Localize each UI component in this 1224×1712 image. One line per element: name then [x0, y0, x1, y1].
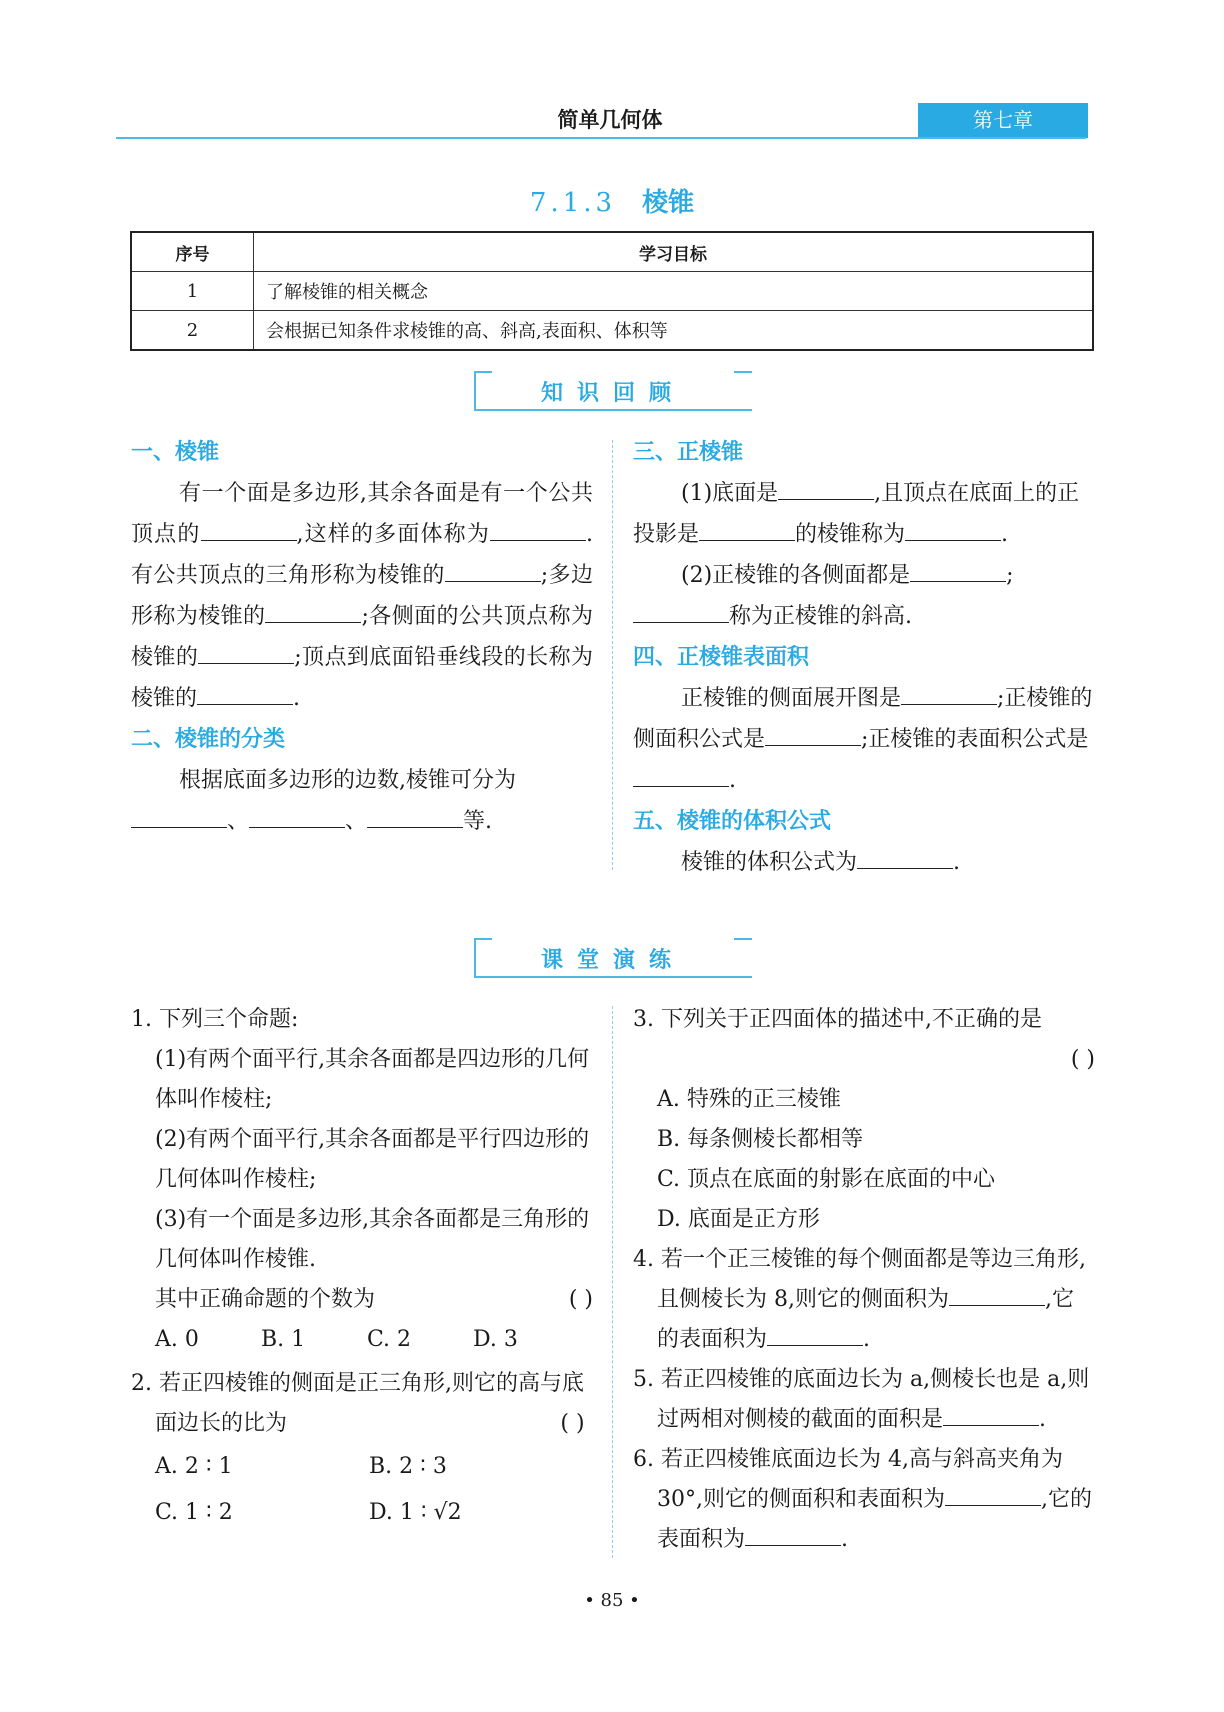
- surface-area-text: 正棱锥的侧面展开图是 ;正棱锥的侧面积公式是 ;正棱锥的表面积公式是.: [633, 686, 1093, 793]
- section-name: 棱锥: [642, 188, 695, 218]
- heading-pyramid: 一、棱锥: [131, 440, 220, 465]
- option-d[interactable]: D. 3: [473, 1327, 518, 1352]
- answer-blank[interactable]: [367, 826, 463, 828]
- table-header-row: [131, 232, 1093, 272]
- answer-blank[interactable]: [633, 621, 729, 623]
- answer-paren[interactable]: ( ): [1070, 1047, 1095, 1072]
- knowledge-review-banner: [474, 371, 752, 411]
- answer-blank[interactable]: [778, 498, 874, 500]
- option-c[interactable]: C. 2: [367, 1327, 412, 1352]
- learning-goals-table: [130, 231, 1094, 351]
- answer-blank[interactable]: [490, 539, 586, 541]
- question-2-options-row-1: [131, 1444, 593, 1490]
- question-1-proposition-3: (3)有一个面是多边形,其余各面都是三角形的几何体叫作棱锥.: [155, 1207, 590, 1272]
- question-1-stem: 1. 下列三个命题:: [131, 1007, 299, 1032]
- table-header-no: 序号: [131, 232, 254, 272]
- table-row: [131, 272, 1093, 311]
- option-c[interactable]: C. 1 ∶ 2: [155, 1500, 233, 1525]
- answer-blank[interactable]: [949, 1304, 1045, 1306]
- chapter-badge: 第七章: [918, 103, 1088, 138]
- table-cell-no: 2: [131, 311, 254, 351]
- answer-blank[interactable]: [901, 703, 997, 705]
- column-divider: [612, 440, 613, 870]
- pyramid-definition: 有一个面是多边形,其余各面是有一个公共顶点的 ,这样的多面体称为 .有公共顶点的三角形称为棱锥的 ;多边形称为棱锥的 ;各侧面的公共顶点称为棱锥的 ;顶点到底面铅垂线段的长称为棱锥的 .: [131, 481, 593, 711]
- answer-blank[interactable]: [910, 580, 1006, 582]
- option-a[interactable]: A. 特殊的正三棱锥: [657, 1087, 841, 1112]
- table-cell-goal: 会根据已知条件求棱锥的高、斜高,表面积、体积等: [254, 311, 1094, 351]
- section-title: [0, 182, 1224, 219]
- classification-text: 根据底面多边形的边数,棱锥可分为、 、 等.: [131, 760, 593, 842]
- option-d[interactable]: D. 1 ∶ √2: [369, 1500, 462, 1525]
- answer-blank[interactable]: [265, 621, 361, 623]
- answer-blank[interactable]: [198, 662, 294, 664]
- heading-regular-pyramid: 三、正棱锥: [633, 440, 744, 465]
- option-c[interactable]: C. 顶点在底面的射影在底面的中心: [657, 1167, 996, 1192]
- option-a[interactable]: A. 2 ∶ 1: [155, 1454, 233, 1479]
- question-2-stem: 2. 若正四棱锥的侧面是正三角形,则它的高与底面边长的比为 ( ): [131, 1364, 593, 1444]
- heading-classification: 二、棱锥的分类: [131, 727, 286, 752]
- answer-blank[interactable]: [945, 1504, 1041, 1506]
- knowledge-review-label: 知识回顾: [540, 381, 685, 406]
- answer-paren[interactable]: ( ): [568, 1287, 593, 1312]
- answer-blank[interactable]: [633, 785, 729, 787]
- answer-blank[interactable]: [857, 867, 953, 869]
- answer-blank[interactable]: [201, 539, 297, 541]
- practice-left-column: [131, 1000, 593, 1536]
- table-cell-no: 1: [131, 272, 254, 311]
- question-6: 6. 若正四棱锥底面边长为 4,高与斜高夹角为 30°,则它的侧面积和表面积为 ,它的表面积为 .: [633, 1447, 1092, 1552]
- question-1-options: [131, 1320, 593, 1360]
- option-b[interactable]: B. 每条侧棱长都相等: [657, 1127, 864, 1152]
- answer-blank[interactable]: [943, 1424, 1039, 1426]
- practice-right-column: [633, 1000, 1095, 1560]
- option-b[interactable]: B. 2 ∶ 3: [369, 1454, 447, 1479]
- page-number: • 85 •: [584, 1590, 640, 1611]
- answer-blank[interactable]: [699, 539, 795, 541]
- table-cell-goal: 了解棱锥的相关概念: [254, 272, 1094, 311]
- knowledge-right-column: [633, 432, 1095, 883]
- table-row: [131, 311, 1093, 351]
- knowledge-left-column: [131, 432, 593, 842]
- question-1-ask: 其中正确命题的个数为 ( ): [131, 1280, 593, 1320]
- class-practice-banner: [474, 938, 752, 978]
- option-b[interactable]: B. 1: [261, 1327, 306, 1352]
- answer-blank[interactable]: [767, 1344, 863, 1346]
- answer-blank[interactable]: [765, 744, 861, 746]
- question-3-stem: 3. 下列关于正四面体的描述中,不正确的是: [633, 1007, 1042, 1032]
- question-5: 5. 若正四棱锥的底面边长为 a,侧棱长也是 a,则过两相对侧棱的截面的面积是 .: [633, 1367, 1090, 1432]
- column-divider: [612, 1006, 613, 1558]
- regular-pyramid-text-2: (2)正棱锥的各侧面都是 ;称为正棱锥的斜高.: [633, 555, 1095, 637]
- question-3-paren-row: [633, 1040, 1095, 1080]
- answer-blank[interactable]: [131, 826, 227, 828]
- answer-blank[interactable]: [905, 539, 1001, 541]
- question-1-proposition-1: (1)有两个面平行,其余各面都是四边形的几何体叫作棱柱;: [155, 1047, 590, 1112]
- regular-pyramid-text-1: (1)底面是 ,且顶点在底面上的正投影是 的棱锥称为 .: [633, 481, 1080, 547]
- running-header-title: 简单几何体: [557, 108, 663, 132]
- answer-blank[interactable]: [197, 703, 293, 705]
- option-a[interactable]: A. 0: [155, 1327, 199, 1352]
- answer-blank[interactable]: [745, 1544, 841, 1546]
- option-d[interactable]: D. 底面是正方形: [657, 1207, 820, 1232]
- question-2-options-row-2: [131, 1490, 593, 1536]
- answer-blank[interactable]: [445, 580, 541, 582]
- answer-blank[interactable]: [249, 826, 345, 828]
- answer-paren[interactable]: ( ): [560, 1411, 585, 1436]
- heading-volume: 五、棱锥的体积公式: [633, 809, 832, 834]
- table-header-goal: 学习目标: [254, 232, 1094, 272]
- question-1-proposition-2: (2)有两个面平行,其余各面都是平行四边形的几何体叫作棱柱;: [155, 1127, 590, 1192]
- section-number: 7.1.3: [529, 188, 617, 218]
- volume-text: 棱锥的体积公式为 .: [681, 850, 961, 875]
- question-4: 4. 若一个正三棱锥的每个侧面都是等边三角形,且侧棱长为 8,则它的侧面积为 ,它的表面积为 .: [633, 1247, 1086, 1352]
- heading-surface-area: 四、正棱锥表面积: [633, 645, 810, 670]
- class-practice-label: 课堂演练: [540, 948, 685, 973]
- header-rule: [116, 137, 1086, 139]
